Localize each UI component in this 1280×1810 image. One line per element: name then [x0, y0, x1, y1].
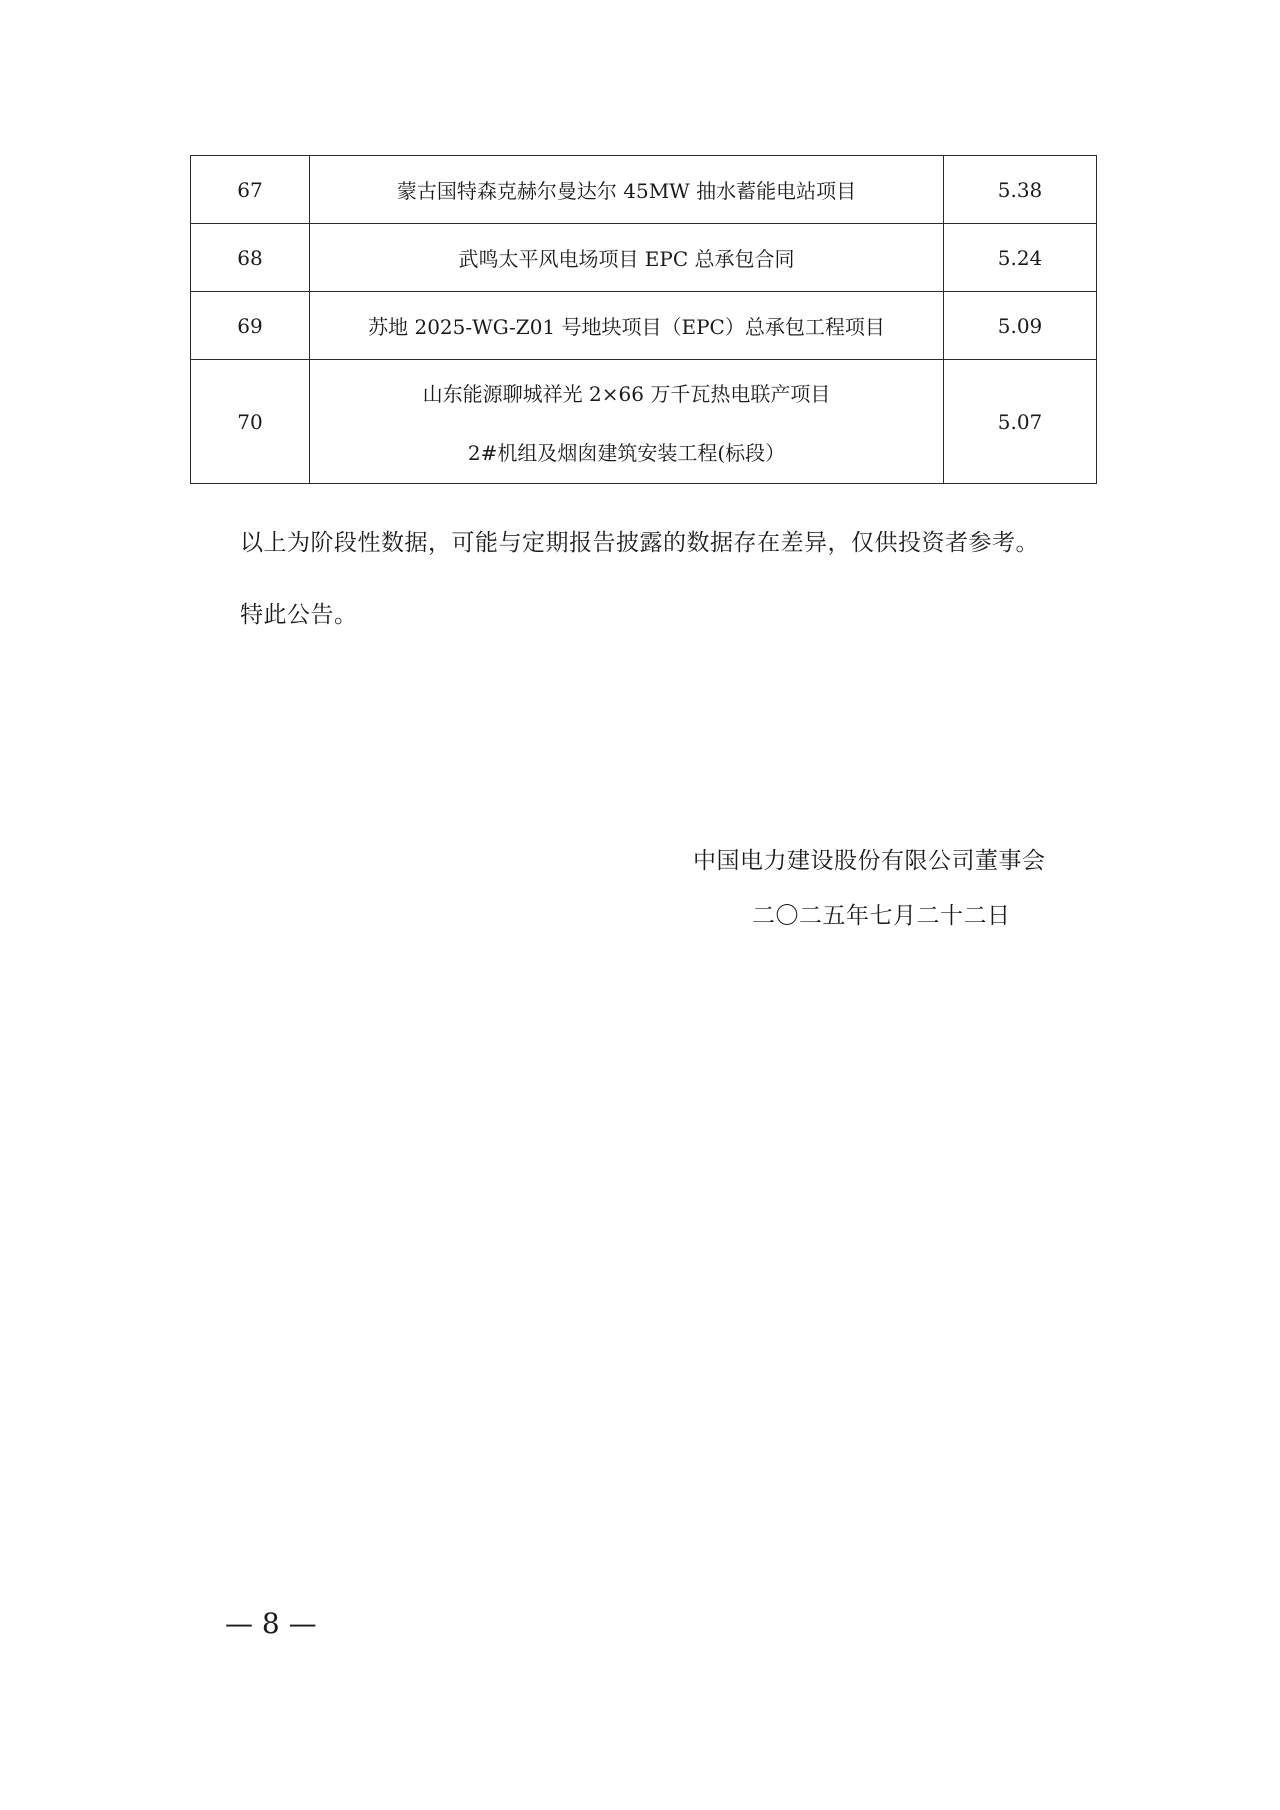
contract-amount: 5.07: [944, 360, 1097, 484]
table-row: [191, 156, 1097, 224]
contract-amount: 5.24: [944, 224, 1097, 292]
page-number: — 8 —: [225, 1607, 317, 1640]
project-name: [310, 360, 944, 484]
project-name: [310, 292, 944, 360]
project-name-line: 蒙古国特森克赫尔曼达尔 45MW 抽水蓄能电站项目: [396, 179, 857, 203]
project-table: [190, 155, 1097, 484]
project-name: [310, 224, 944, 292]
row-number: 70: [191, 360, 310, 484]
project-name-line: 2#机组及烟囱建筑安装工程(标段）: [467, 440, 786, 465]
project-name: [310, 156, 944, 224]
table-row: [191, 360, 1097, 484]
disclaimer-paragraph: 以上为阶段性数据，可能与定期报告披露的数据存在差异，仅供投资者参考。: [240, 530, 1039, 556]
row-number: 67: [191, 156, 310, 224]
row-number: 68: [191, 224, 310, 292]
signature-company: 中国电力建设股份有限公司董事会: [693, 848, 1046, 874]
signature-date: 二〇二五年七月二十二日: [752, 903, 1011, 929]
row-number: 69: [191, 292, 310, 360]
contract-amount: 5.38: [944, 156, 1097, 224]
contract-amount: 5.09: [944, 292, 1097, 360]
project-name-line: 苏地 2025-WG-Z01 号地块项目（EPC）总承包工程项目: [368, 315, 885, 339]
table-row: [191, 292, 1097, 360]
closing-paragraph: 特此公告。: [240, 602, 358, 628]
project-name-line: 武鸣太平风电场项目 EPC 总承包合同: [458, 247, 795, 271]
project-name-line: 山东能源聊城祥光 2×66 万千瓦热电联产项目: [422, 381, 831, 406]
table-row: [191, 224, 1097, 292]
